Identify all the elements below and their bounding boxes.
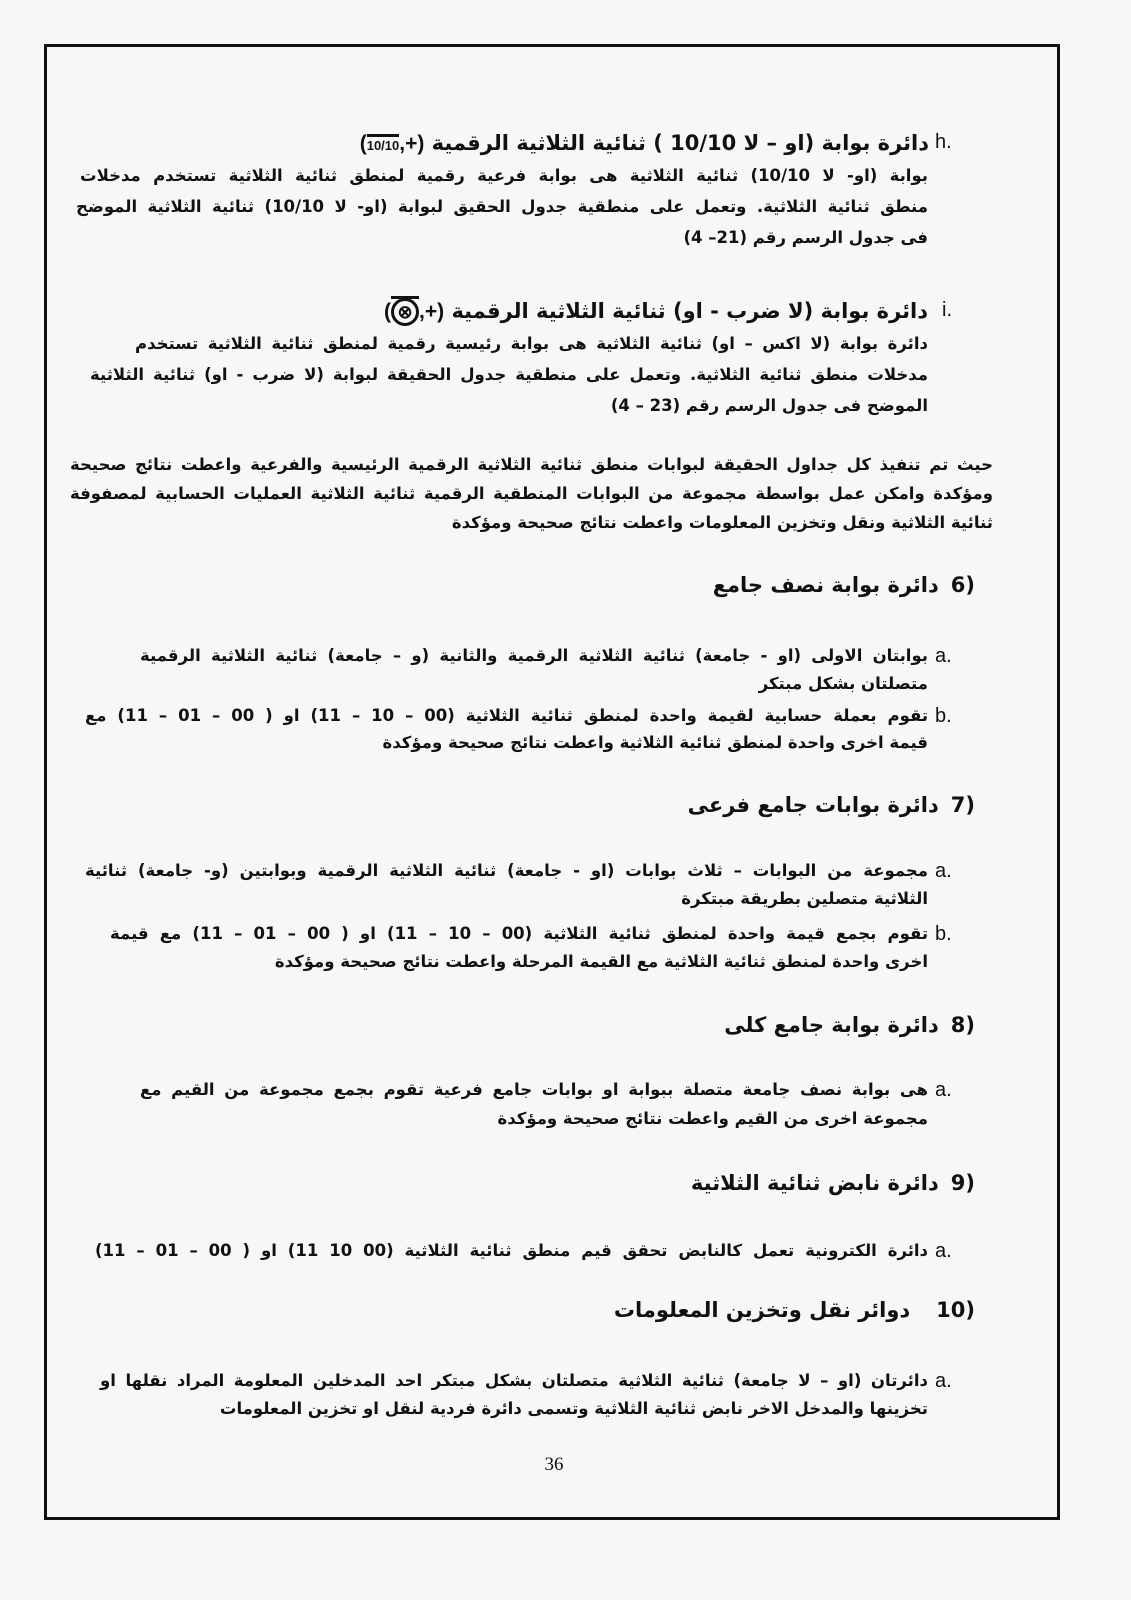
list-marker: b. <box>935 705 952 727</box>
section-7b-line: تقوم بجمع قيمة واحدة لمنطق ثنائية الثلاثية (00 – 10 – 11) او ( 00 – 01 – 11) مع قيمة <box>110 924 929 943</box>
section-h-line: بوابة (او- لا 10/10) ثنائية الثلاثية هى بوابة فرعية رقمية لمنطق ثنائية الثلاثية تستخدم مدخلات <box>80 166 928 185</box>
list-marker-h: h. <box>935 131 952 153</box>
section-6a-line: بوابتان الاولى (او - جامعة) ثنائية الثلاثية الرقمية والثانية (و – جامعة) ثنائية الثلاثية الرقمية <box>140 646 928 665</box>
section-7b-line: اخرى واحدة لمنطق ثنائية الثلاثية مع القيمة المرحلة واعطت نتائج صحيحة ومؤكدة <box>274 952 928 971</box>
summary-paragraph-line: ثنائية الثلاثية ونقل وتخزين المعلومات واعطت نتائج صحيحة ومؤكدة <box>451 513 993 532</box>
section-7a-line: مجموعة من البوابات – ثلاث بوابات (او - جامعة) ثنائية الثلاثية الرقمية وبوابتين (و- جامعة) ثنائية <box>85 861 928 880</box>
section-h-line: فى جدول الرسم رقم (21– 4) <box>683 228 928 247</box>
list-marker: a. <box>935 1240 952 1262</box>
summary-paragraph-line: حيث تم تنفيذ كل جداول الحقيقة لبوابات منطق ثنائية الثلاثية الرقمية الرئيسية والفرعية واعطت نتائج صحيحة <box>70 455 993 474</box>
list-marker: b. <box>935 923 952 945</box>
section-8-heading: 8)دائرة بوابة جامع كلى <box>724 1013 975 1037</box>
section-6-heading: 6)دائرة بوابة نصف جامع <box>712 573 975 597</box>
symbol-or-not-10-10: (10/10,+) <box>359 132 425 155</box>
list-marker: a. <box>935 860 952 882</box>
section-7a-line: الثلاثية متصلين بطريقة مبتكرة <box>681 889 928 908</box>
page-number: 36 <box>544 1454 564 1475</box>
section-i-heading <box>384 296 928 326</box>
section-8a-line: هى بوابة نصف جامعة متصلة ببوابة او بوابات جامع فرعية تقوم بجمع مجموعة من القيم مع <box>140 1080 928 1099</box>
section-6b-line: قيمة اخرى واحدة لمنطق ثنائية الثلاثية واعطت نتائج صحيحة ومؤكدة <box>382 733 928 752</box>
section-7-heading: 7)دائرة بوابات جامع فرعى <box>687 793 975 817</box>
section-10a-line: دائرتان (او – لا جامعة) ثنائية الثلاثية متصلتان بشكل مبتكر احد المدخلين المعلومة المراد نقلها او <box>100 1371 928 1390</box>
section-6b-line: تقوم بعملة حسابية لقيمة واحدة لمنطق ثنائية الثلاثية (00 – 10 – 11) او ( 00 – 01 – 11) مع <box>85 706 929 725</box>
section-10-heading: 10)دوائر نقل وتخزين المعلومات <box>613 1298 975 1322</box>
list-marker: a. <box>935 1370 952 1392</box>
section-10a-line: تخزينها والمدخل الاخر نابض ثنائية الثلاثية وتسمى دائرة فردية لنقل او تخزين المعلومات <box>219 1399 928 1418</box>
summary-paragraph-line: ومؤكدة وامكن عمل بواسطة مجموعة من البوابات المنطقية الرقمية ثنائية الثلاثية العمليات الحسابية لمصفوفة <box>70 484 993 503</box>
section-i-title: دائرة بوابة (لا ضرب - او) ثنائية الثلاثية الرقمية <box>451 299 928 323</box>
list-marker: a. <box>935 645 952 667</box>
section-i-line: دائرة بوابة (لا اكس – او) ثنائية الثلاثية هى بوابة رئيسية رقمية لمنطق ثنائية الثلاثية تستخدم <box>135 334 928 353</box>
section-6a-line: متصلتان بشكل مبتكر <box>758 674 928 693</box>
symbol-not-xor-or: ( ⊗ ,+) <box>384 297 444 327</box>
list-marker: a. <box>935 1079 952 1101</box>
section-8a-line: مجموعة اخرى من القيم واعطت نتائج صحيحة ومؤكدة <box>497 1109 928 1128</box>
section-9-heading: 9)دائرة نابض ثنائية الثلاثية <box>690 1171 975 1195</box>
section-h-title: دائرة بوابة (او – لا 10/10 ) ثنائية الثلاثية الرقمية <box>431 131 929 155</box>
section-9a-line: دائرة الكترونية تعمل كالنابض تحقق قيم منطق ثنائية الثلاثية (00 10 11) او ( 00 – 01 – 11) <box>95 1241 929 1260</box>
section-i-line: مدخلات منطق ثنائية الثلاثية. وتعمل على منطقية جدول الحقيقة لبوابة (لا ضرب - او) ثنائية الثلاثية <box>90 365 928 384</box>
section-h-heading <box>360 128 929 158</box>
section-h-line: منطق ثنائية الثلاثية. وتعمل على منطقية جدول الحقيق لبوابة (او- لا 10/10) ثنائية الثلاثية الموضح <box>76 197 928 216</box>
list-marker-i: i. <box>942 299 952 321</box>
section-i-line: الموضح فى جدول الرسم رقم (23 – 4) <box>610 396 928 415</box>
circled-times-icon: ⊗ <box>391 298 419 326</box>
